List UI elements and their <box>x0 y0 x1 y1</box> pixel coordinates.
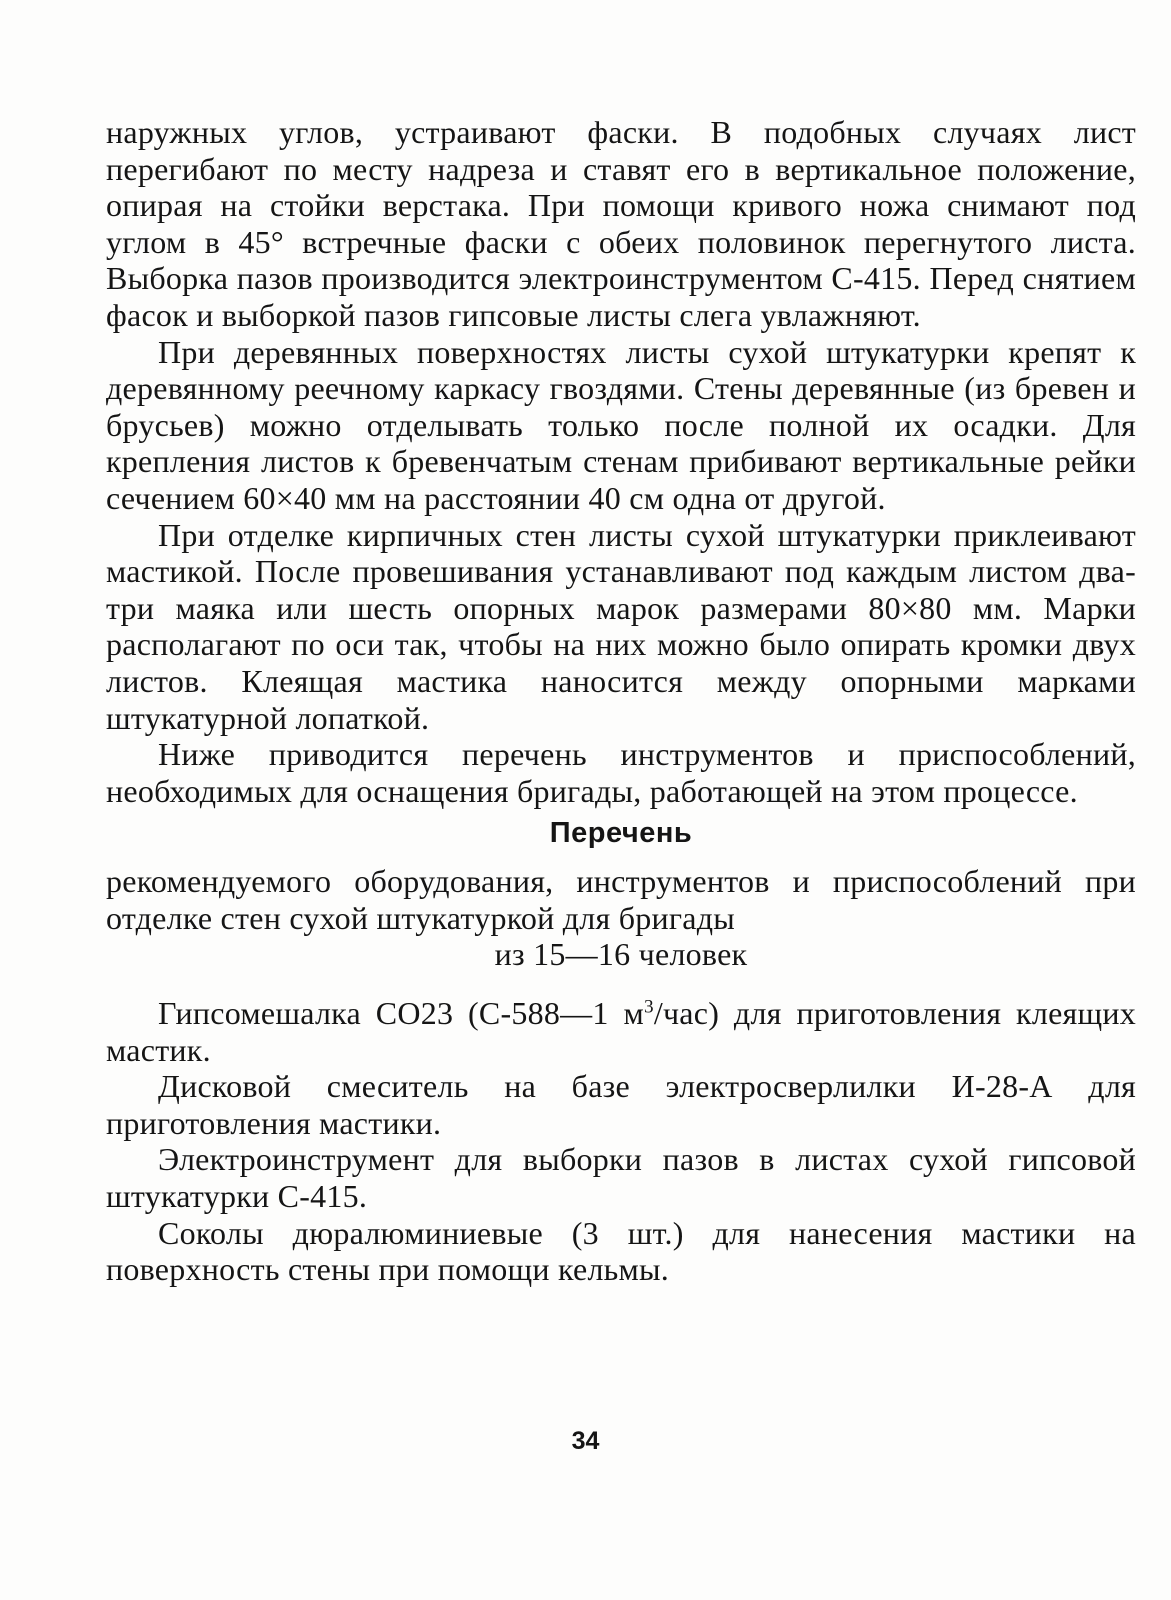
list-subtitle: рекомендуемого оборудования, инструментов и приспособлений при отделке стен сухой штукатуркой для бригады <box>106 863 1136 936</box>
list-item: Электроинструмент для выборки пазов в листах сухой гипсовой штукатурки С-415. <box>106 1141 1136 1215</box>
paragraph-continuation: наружных углов, устраивают фаски. В подобных случаях лист перегибают по месту надреза и ставят его в вертикальное положение, опирая на стойки верстака. При помощи кривого ножа снимают под углом в 45° встречные фаски с обеих половинок перегнутого листа. Выборка пазов производится электроинструментом С-415. Перед снятием фасок и выборкой пазов гипсовые листы слега увлажняют. <box>106 114 1136 333</box>
page-text <box>106 114 1136 1288</box>
paragraph-wooden-surfaces: При деревянных поверхностях листы сухой штукатурки крепят к деревянному реечному каркасу гвоздями. Стены деревянные (из бревен и брусьев) можно отделывать только после полной их осадки. Для крепления листов к бревенчатым стенам прибивают вертикальные рейки сечением 60×40 мм на расстоянии 40 см одна от другой. <box>106 333 1136 516</box>
list-item: Соколы дюралюминиевые (3 шт.) для нанесения мастики на поверхность стены при помощи кельмы. <box>106 1214 1136 1288</box>
page-number: 34 <box>571 1427 600 1455</box>
superscript: 3 <box>643 996 654 1018</box>
list-heading: Перечень <box>549 817 693 850</box>
paragraph-brick-walls: При отделке кирпичных стен листы сухой штукатурки приклеивают мастикой. После провешивания устанавливают под каждым листом два-три маяка или шесть опорных марок размерами 80×80 мм. Марки располагают по оси так, чтобы на них можно было опирать кромки двух листов. Клеящая мастика наносится между опорными марками штукатурной лопаткой. <box>106 516 1136 736</box>
list-subtitle-last-line: из 15—16 человек <box>494 936 748 973</box>
list-item-text: /час) для приготовления клеящих мастик. <box>106 995 1137 1068</box>
list-item <box>106 995 1136 1068</box>
list-item-text: Гипсомешалка СО23 (С-588—1 м <box>158 995 644 1032</box>
spacer <box>106 973 1136 995</box>
list-item: Дисковой смеситель на базе электросверлилки И-28-А для приготовления мастики. <box>106 1068 1136 1141</box>
paragraph-tools-intro: Ниже приводится перечень инструментов и приспособлений, необходимых для оснащения бригады, работающей на этом процессе. <box>106 736 1136 809</box>
